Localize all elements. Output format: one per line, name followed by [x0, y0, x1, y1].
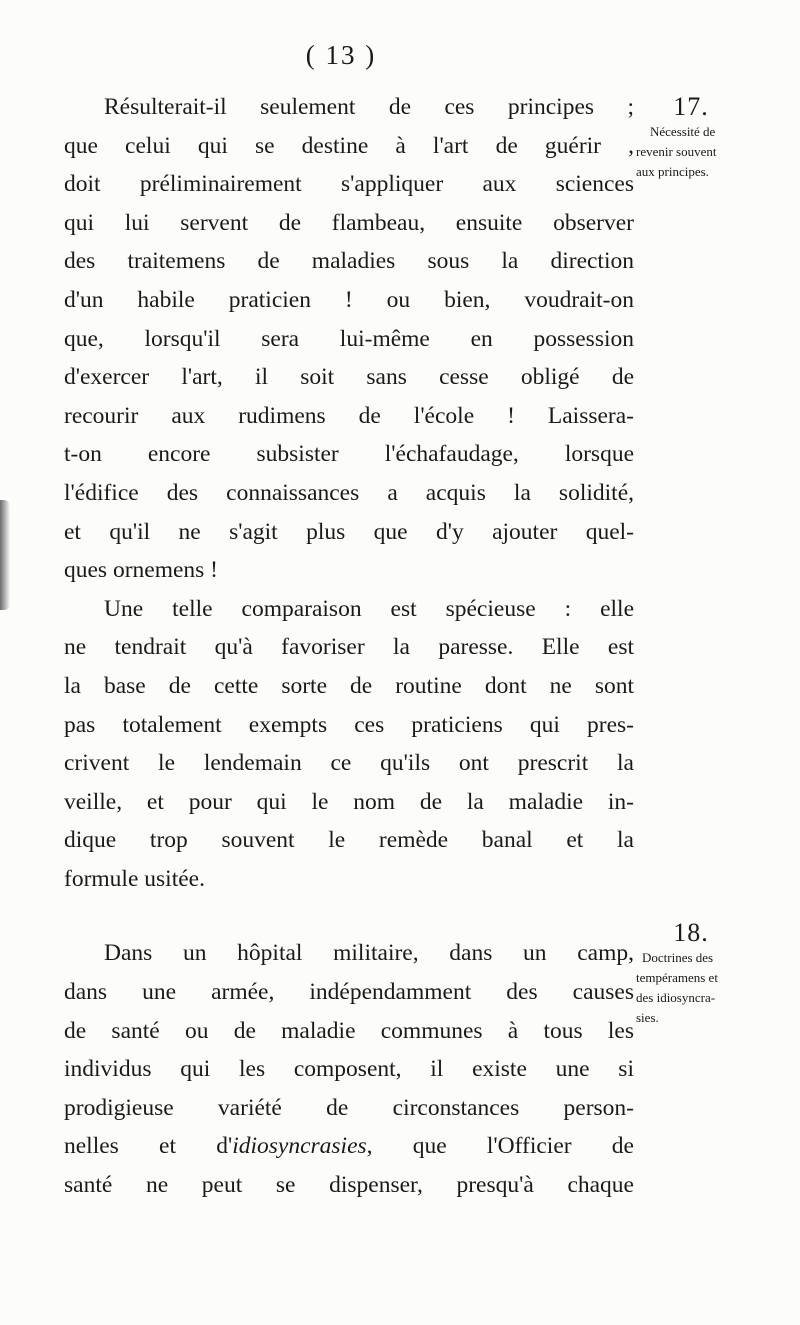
margin-note-line: des idiosyncra- — [636, 990, 716, 1005]
text-line: recourir aux rudimens de l'école ! Laissera- — [64, 402, 634, 429]
margin-note-18 — [636, 918, 786, 1028]
text-segment: nelles et d' — [64, 1133, 233, 1160]
text-line: prodigieuse variété de circonstances person- — [64, 1094, 634, 1121]
text-line: Résulterait-il seulement de ces principes ; — [104, 94, 634, 120]
margin-note-line: revenir souvent — [636, 144, 717, 159]
page-number: ( 13 ) — [305, 40, 377, 70]
text-line: pas totalement exempts ces praticiens qui pres- — [64, 711, 634, 738]
margin-note-number: 17. — [673, 92, 709, 121]
text-line: l'édifice des connaissances a acquis la solidité, — [64, 479, 634, 506]
text-line: de santé ou de maladie communes à tous les — [64, 1017, 634, 1044]
text-line: des traitemens de maladies sous la direction — [64, 248, 634, 275]
text-segment: , que l'Officier de — [366, 1133, 634, 1160]
margin-note-line: tempéramens et — [636, 970, 718, 985]
text-line: doit préliminairement s'appliquer aux sciences — [64, 171, 634, 198]
margin-note-line: Nécessité de — [650, 124, 716, 139]
text-line: dique trop souvent le remède banal et la — [64, 827, 634, 854]
text-line: individus qui les composent, il existe une si — [64, 1056, 634, 1083]
text-line: d'un habile praticien ! ou bien, voudrait-on — [64, 286, 634, 313]
text-line: et qu'il ne s'agit plus que d'y ajouter quel- — [64, 518, 634, 545]
text-line: formule usitée. — [64, 865, 205, 892]
margin-note-line: aux principes. — [636, 164, 709, 179]
text-line: qui lui servent de flambeau, ensuite observer — [64, 209, 634, 236]
paragraph-1 — [64, 88, 634, 590]
text-line: Une telle comparaison est spécieuse : elle — [104, 595, 634, 622]
italic-term: idiosyncrasies — [232, 1133, 367, 1160]
text-line — [64, 1127, 634, 1166]
margin-note-17 — [636, 92, 786, 182]
body-text — [64, 88, 634, 1205]
text-line: crivent le lendemain ce qu'ils ont prescrit la — [64, 750, 634, 777]
text-line: ques ornemens ! — [64, 557, 219, 584]
text-line: Dans un hôpital militaire, dans un camp, — [104, 940, 634, 967]
page-binding-shadow — [0, 500, 10, 610]
text-line: que celui qui se destine à l'art de guérir , — [64, 132, 634, 159]
paragraph-2 — [64, 590, 634, 899]
text-line: dans une armée, indépendamment des causes — [64, 979, 634, 1006]
text-line: que, lorsqu'il sera lui-même en possession — [64, 325, 634, 352]
margin-note-line: sies. — [636, 1010, 659, 1025]
margin-note-number: 18. — [673, 918, 709, 947]
text-line: t-on encore subsister l'échafaudage, lorsque — [64, 441, 634, 468]
text-line: veille, et pour qui le nom de la maladie in- — [64, 788, 634, 815]
text-line: la base de cette sorte de routine dont ne sont — [64, 672, 634, 699]
text-line: santé ne peut se dispenser, presqu'à chaque — [64, 1172, 634, 1199]
text-line: ne tendrait qu'à favoriser la paresse. Elle est — [64, 634, 634, 661]
margin-note-line: Doctrines des — [642, 950, 714, 965]
text-line: d'exercer l'art, il soit sans cesse obligé de — [64, 364, 634, 391]
paragraph-3 — [64, 934, 634, 1204]
